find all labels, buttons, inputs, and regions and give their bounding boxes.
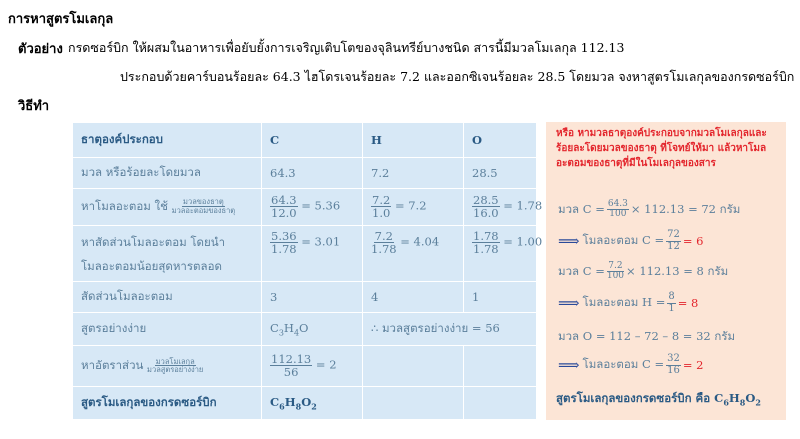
row-factor-label-cell	[73, 345, 262, 386]
molecular-formula: $C_6H_8O_2$	[262, 387, 363, 420]
mole-c-den: 12.0	[271, 206, 297, 221]
calc-mole-c: ⟹ โมลอะตอม C = $\frac{72}{12}$ = 6	[558, 229, 704, 252]
calc-mass-o: มวล O = 112 – 72 – 8 = 32 กรัม	[558, 329, 736, 343]
row-simple-h: 4	[363, 282, 464, 313]
header-c: C	[262, 123, 363, 158]
mole-o-num: 28.5	[473, 193, 499, 207]
ratio-h-den: 1.78	[371, 241, 397, 256]
row-simple-c: 3	[262, 282, 363, 313]
row-ratio-c	[262, 225, 363, 282]
calc-mass-c: มวล C = $\frac{64.3}{100}$ × 112.13 = 72 กรัม	[558, 199, 741, 220]
example-label: ตัวอย่าง	[18, 42, 63, 57]
row-ratio-label-cell	[73, 225, 262, 282]
row-mole-label: หาโมลอะตอม ใช้	[81, 198, 168, 213]
row-mole	[73, 188, 573, 225]
method-label: วิธีทำ	[18, 99, 50, 114]
mole-formula-den: มวลอะตอมของธาตุ	[171, 206, 236, 216]
header-element: ธาตุองค์ประกอบ	[73, 123, 262, 158]
row-mass-o: 28.5	[464, 157, 573, 188]
factor-formula-num: มวลโมเลกุล	[155, 356, 195, 366]
mole-o-result: = 1.78	[503, 198, 543, 213]
row-mole-c	[262, 188, 363, 225]
row-molecular	[73, 387, 573, 420]
row-molecular-label: สูตรโมเลกุลของกรดซอร์บิก	[73, 387, 262, 420]
ratio-h-num: 7.2	[374, 228, 393, 243]
factor-formula-fraction	[147, 358, 203, 375]
calc-mole-o: ⟹ โมลอะตอม C = $\frac{32}{16}$ = 2	[558, 353, 704, 376]
mole-formula-fraction	[172, 198, 236, 215]
implies-arrow-icon: ⟹	[558, 356, 580, 374]
row-mass-h: 7.2	[363, 157, 464, 188]
row-mass-label: มวล หรือร้อยละโดยมวล	[73, 157, 262, 188]
ratio-o-num: 1.78	[473, 228, 499, 243]
row-ratio-label-2: โมลอะตอมน้อยสุดหารตลอด	[81, 258, 222, 273]
implies-arrow-icon: ⟹	[558, 232, 580, 250]
row-empirical-label: สูตรอย่างง่าย	[73, 312, 262, 345]
note-conclusion: สูตรโมเลกุลของกรดซอร์บิก คือ $C_6H_8O_2$	[556, 391, 761, 408]
mole-h-den: 1.0	[372, 206, 391, 221]
factor-value-den: 56	[283, 365, 299, 380]
row-simple	[73, 282, 573, 313]
ratio-o-result: = 1.00	[503, 234, 543, 249]
mole-c-num: 64.3	[271, 193, 297, 207]
row-factor-label: หาอัตราส่วน	[81, 357, 144, 372]
row-ratio	[73, 225, 573, 282]
empirical-formula: $C_3H_4O$	[262, 312, 363, 345]
page-title: การหาสูตรโมเลกุล	[8, 12, 114, 27]
ratio-o-den: 1.78	[473, 241, 499, 256]
row-factor	[73, 345, 573, 386]
factor-value-num: 112.13	[271, 352, 312, 367]
mole-o-den: 16.0	[473, 206, 499, 221]
calc-mass-h: มวล C = $\frac{7.2}{100}$ × 112.13 = 8 กรัม	[558, 261, 729, 282]
mole-h-num: 7.2	[372, 193, 391, 207]
alternative-method-box	[546, 122, 786, 420]
row-simple-label: สัดส่วนโมลอะตอม	[73, 282, 262, 313]
note-heading: หรือ หามวลธาตุองค์ประกอบจากมวลโมเลกุลและร้อยละโดยมวลของธาตุ ที่โจทย์ให้มา แล้วหาโมลอะตอมของธาตุที่มีในโมเลกุลของสาร	[556, 128, 767, 169]
header-o: O	[464, 123, 573, 158]
empirical-conclusion: ∴ มวลสูตรอย่างง่าย = 56	[363, 312, 573, 345]
calc-mole-h: ⟹ โมลอะตอม H = $\frac{8}{1}$ = 8	[558, 291, 699, 314]
problem-line-2: ประกอบด้วยคาร์บอนร้อยละ 64.3 ไฮโดรเจนร้อยละ 7.2 และออกซิเจนร้อยละ 28.5 โดยมวล จงหาสูตรโมเลกุลของกรดซอร์บิก	[120, 69, 795, 84]
ratio-c-result: = 3.01	[301, 234, 341, 249]
row-mole-label-cell	[73, 188, 262, 225]
problem-line-1: กรดซอร์บิก ให้ผสมในอาหารเพื่อยับยั้งการเจริญเติบโตของจุลินทรีย์บางชนิด สารนี้มีมวลโมเลกุล 112.13	[68, 40, 625, 55]
factor-value-result: = 2	[315, 357, 337, 372]
factor-formula-den: มวลสูตรอย่างง่าย	[147, 365, 204, 375]
row-mole-h	[363, 188, 464, 225]
row-empirical	[73, 312, 573, 345]
row-simple-o: 1	[464, 282, 573, 313]
mole-c-result: = 5.36	[301, 198, 341, 213]
header-h: H	[363, 123, 464, 158]
solution-table	[72, 122, 543, 420]
ratio-h-result: = 4.04	[400, 234, 440, 249]
row-mass-c: 64.3	[262, 157, 363, 188]
row-mass	[73, 157, 573, 188]
mole-h-result: = 7.2	[394, 198, 427, 213]
row-ratio-label-1: หาสัดส่วนโมลอะตอม โดยนำ	[81, 234, 226, 249]
implies-arrow-icon: ⟹	[558, 294, 580, 312]
ratio-c-num: 5.36	[271, 228, 297, 243]
ratio-c-den: 1.78	[271, 241, 297, 256]
row-factor-value	[262, 345, 363, 386]
table-header-row	[73, 123, 573, 158]
row-ratio-h	[363, 225, 464, 282]
mole-formula-num: มวลของธาตุ	[183, 197, 224, 207]
